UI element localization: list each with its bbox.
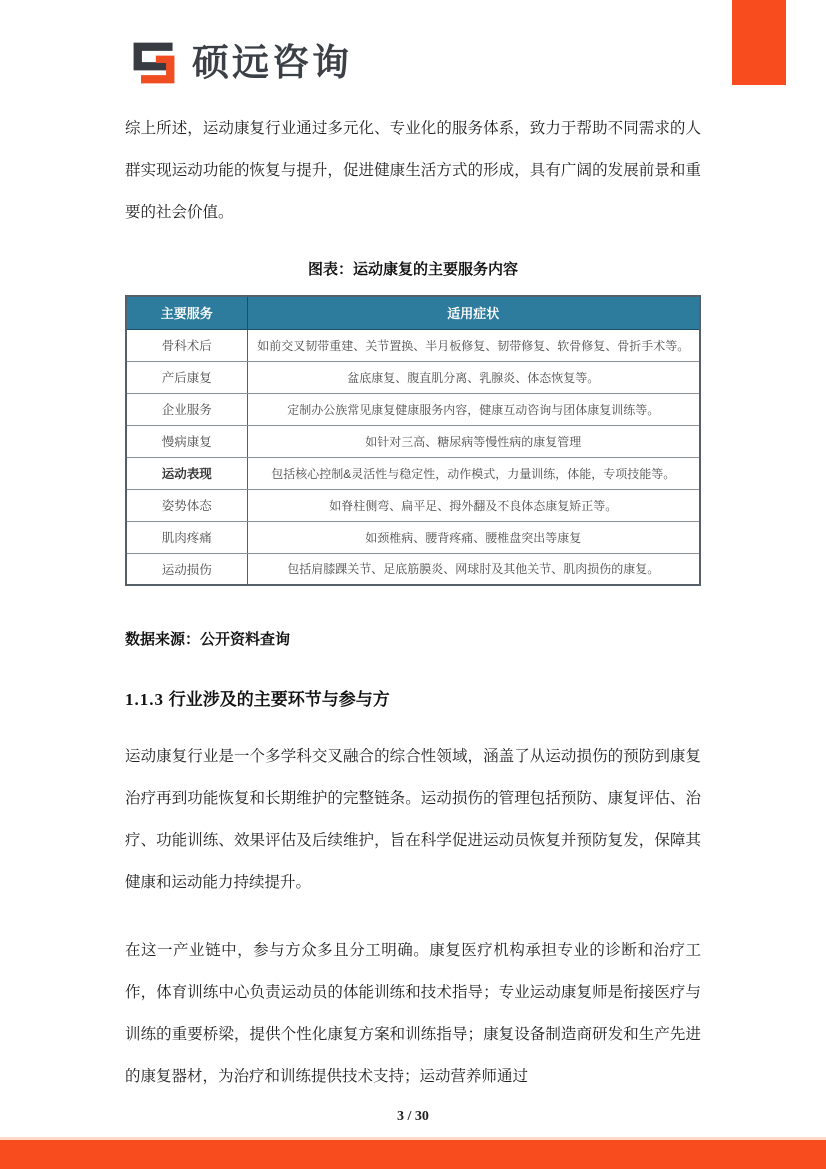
service-cell: 产后康复 <box>126 361 247 393</box>
table-row <box>126 489 700 521</box>
paragraph-summary: 综上所述，运动康复行业通过多元化、专业化的服务体系，致力于帮助不同需求的人群实现运动功能的恢复与提升，促进健康生活方式的形成，具有广阔的发展前景和重要的社会价值。 <box>125 120 701 221</box>
service-cell: 姿势体态 <box>126 489 247 521</box>
symptoms-cell: 如针对三高、糖尿病等慢性病的康复管理 <box>247 425 700 457</box>
table-header-row <box>126 296 700 329</box>
table-row <box>126 553 700 585</box>
symptoms-cell: 如前交叉韧带重建、关节置换、半月板修复、韧带修复、软骨修复、骨折手术等。 <box>247 329 700 361</box>
table-row <box>126 425 700 457</box>
content-column <box>125 108 701 1098</box>
service-cell: 肌肉疼痛 <box>126 521 247 553</box>
service-cell: 企业服务 <box>126 393 247 425</box>
symptoms-cell: 如脊柱侧弯、扁平足、拇外翻及不良体态康复矫正等。 <box>247 489 700 521</box>
col-header-service: 主要服务 <box>126 296 247 329</box>
table-row <box>126 521 700 553</box>
paragraph-participants: 在这一产业链中，参与方众多且分工明确。康复医疗机构承担专业的诊断和治疗工作，体育训练中心负责运动员的体能训练和技术指导；专业运动康复师是衔接医疗与训练的重要桥梁，提供个性化康复方案和训练指导；康复设备制造商研发和生产先进的康复器材，为治疗和训练提供技术支持；运动营养师通过 <box>125 942 701 1085</box>
brand-name: 硕远咨询 <box>192 42 352 83</box>
symptoms-cell: 包括肩膝踝关节、足底筋膜炎、网球肘及其他关节、肌肉损伤的康复。 <box>247 553 700 585</box>
corner-accent-block <box>732 0 786 85</box>
col-header-symptoms: 适用症状 <box>247 296 700 329</box>
brand-logo <box>128 36 352 90</box>
table-row <box>126 393 700 425</box>
symptoms-cell: 如颈椎病、腰背疼痛、腰椎盘突出等康复 <box>247 521 700 553</box>
footer-accent-bar <box>0 1140 826 1169</box>
page-number: 3 / 30 <box>397 1109 429 1124</box>
table-row <box>126 457 700 489</box>
service-cell: 运动损伤 <box>126 553 247 585</box>
service-cell: 骨科术后 <box>126 329 247 361</box>
section-title: 行业涉及的主要环节与参与方 <box>168 690 390 709</box>
table-row <box>126 329 700 361</box>
symptoms-cell: 包括核心控制&灵活性与稳定性，动作模式，力量训练，体能，专项技能等。 <box>247 457 700 489</box>
section-number: 1.1.3 <box>125 690 164 709</box>
chart-title: 图表：运动康复的主要服务内容 <box>307 261 518 278</box>
section-heading <box>125 685 701 710</box>
paragraph-industry-chain: 运动康复行业是一个多学科交叉融合的综合性领域，涵盖了从运动损伤的预防到康复治疗再到功能恢复和长期维护的完整链条。运动损伤的管理包括预防、康复评估、治疗、功能训练、效果评估及后续维护，旨在科学促进运动员恢复并预防复发，保障其健康和运动能力持续提升。 <box>125 748 701 891</box>
service-cell: 运动表现 <box>126 457 247 489</box>
services-table <box>125 295 701 586</box>
symptoms-cell: 盆底康复、腹直肌分离、乳腺炎、体态恢复等。 <box>247 361 700 393</box>
brand-logo-icon <box>128 36 180 90</box>
service-cell: 慢病康复 <box>126 425 247 457</box>
data-source-line: 数据来源：公开资料查询 <box>125 631 291 648</box>
table-row <box>126 361 700 393</box>
symptoms-cell: 定制办公族常见康复健康服务内容，健康互动咨询与团体康复训练等。 <box>247 393 700 425</box>
